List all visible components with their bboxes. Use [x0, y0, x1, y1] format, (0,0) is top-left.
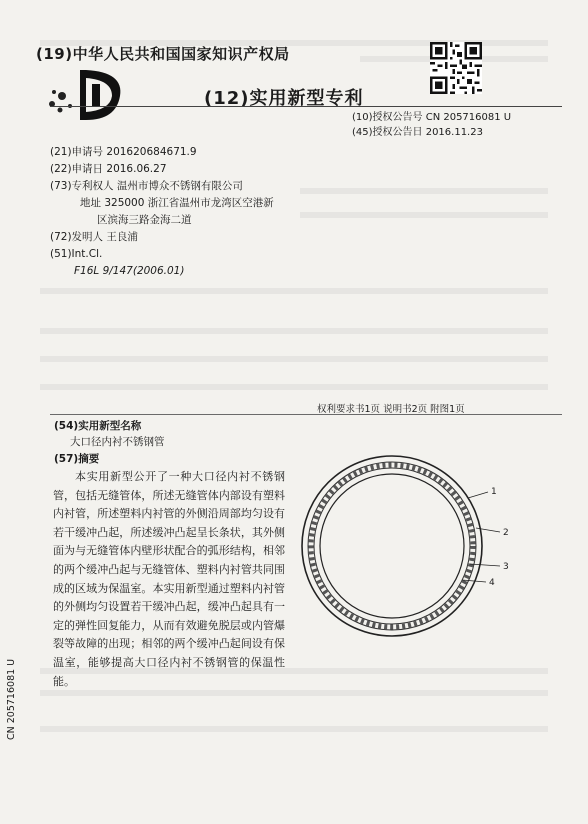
int-cl-value: F16L 9/147(2006.01) — [74, 265, 185, 277]
patentee-address: 地址 325000 浙江省温州市龙湾区空港新 — [80, 197, 274, 209]
bleed-through-line — [40, 356, 548, 362]
bleed-through-line — [40, 328, 548, 334]
patentee: (73)专利权人 温州市博众不锈钢有限公司 — [50, 180, 243, 192]
bleed-through-line — [40, 384, 548, 390]
side-publication-code: CN 205716081 U — [6, 658, 17, 740]
abstract-header: (57)摘要 — [54, 453, 100, 465]
publication-number: (10)授权公告号 CN 205716081 U — [352, 112, 512, 123]
application-number: (21)申请号 201620684671.9 — [50, 146, 197, 158]
document-type-heading: (12)实用新型专利 — [204, 88, 364, 109]
utility-model-title: 大口径内衬不锈钢管 — [70, 436, 165, 448]
publication-info — [352, 110, 511, 140]
header-rule — [50, 106, 562, 107]
qr-code-icon — [430, 42, 482, 94]
bibliographic-data — [50, 144, 274, 280]
figure-label: 1 — [491, 487, 497, 497]
pipe-cross-section-figure — [300, 448, 530, 644]
page-counts: 权利要求书1页 说明书2页 附图1页 — [317, 404, 465, 415]
patent-office-logo-icon — [40, 62, 132, 126]
figure-label: 2 — [503, 528, 509, 538]
int-cl-label: (51)Int.Cl. — [50, 248, 103, 260]
inventor: (72)发明人 王良浦 — [50, 231, 138, 243]
section-rule — [50, 414, 562, 415]
figure-label: 4 — [489, 578, 495, 588]
bleed-through-line — [300, 212, 548, 218]
publication-date: (45)授权公告日 2016.11.23 — [352, 127, 483, 138]
bleed-through-line — [40, 726, 548, 732]
patent-office-name: (19)中华人民共和国国家知识产权局 — [36, 45, 290, 63]
application-date: (22)申请日 2016.06.27 — [50, 163, 167, 175]
bleed-through-line — [40, 288, 548, 294]
title-header: (54)实用新型名称 — [54, 420, 142, 432]
bleed-through-line — [300, 188, 548, 194]
patentee-address-cont: 区滨海三路金海二道 — [97, 214, 192, 226]
figure-label: 3 — [503, 562, 509, 572]
abstract-text: 本实用新型公开了一种大口径内衬不锈钢管，包括无缝管体，所述无缝管体内部设有塑料内衬管，所述塑料内衬管的外侧沿周部均匀设有若干缓冲凸起，所述缓冲凸起呈长条状，其外侧面为与无缝管体内壁形状配合的弧形结构，相邻的两个缓冲凸起与无缝管体、塑料内衬管共同围成的区域为保温室。本实用新型通过塑料内衬管的外侧均匀设置若干缓冲凸起，缓冲凸起具有一定的弹性回复能力，从而有效避免脱层或内管爆裂等故障的出现；相邻的两个缓冲凸起间设有保温室，能够提高大口径内衬不锈钢管的保温性能。 — [53, 470, 285, 688]
pipe-cross-section — [302, 456, 482, 636]
